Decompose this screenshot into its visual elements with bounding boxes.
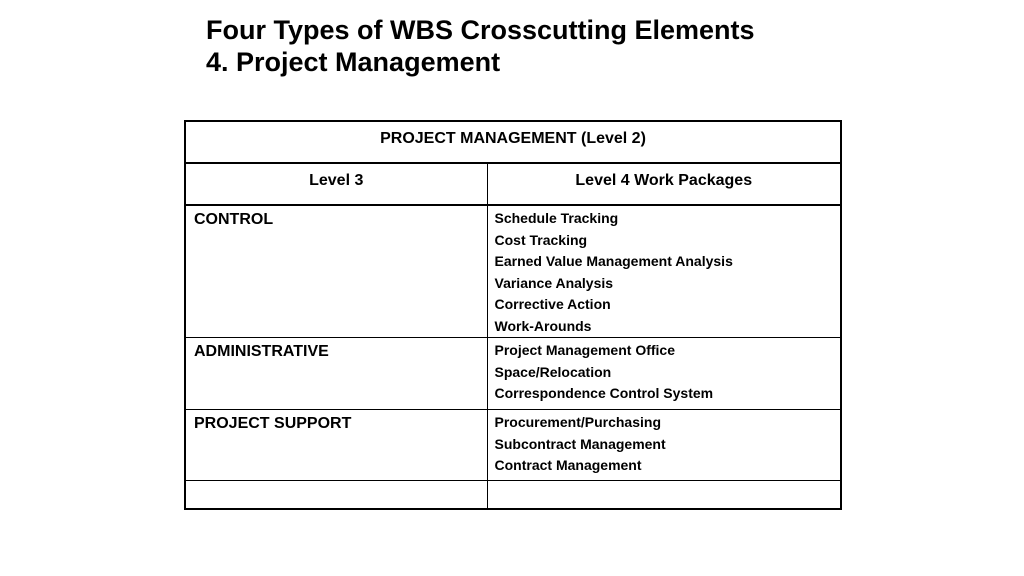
work-package: Project Management Office bbox=[494, 342, 675, 358]
packages-cell bbox=[487, 338, 841, 410]
column-header-level3: Level 3 bbox=[185, 163, 487, 205]
slide-title bbox=[206, 14, 755, 78]
column-header-level4: Level 4 Work Packages bbox=[487, 163, 841, 205]
table-row bbox=[185, 205, 841, 338]
work-package: Work-Arounds bbox=[494, 317, 592, 334]
packages-cell bbox=[487, 205, 841, 338]
level3-cell: PROJECT SUPPORT bbox=[185, 410, 487, 481]
table-header-row bbox=[185, 121, 841, 163]
empty-cell bbox=[487, 481, 841, 509]
empty-cell bbox=[185, 481, 487, 509]
work-package: Procurement/Purchasing bbox=[494, 414, 661, 430]
table-row bbox=[185, 410, 841, 481]
wbs-table bbox=[184, 120, 842, 510]
work-package: Space/Relocation bbox=[494, 363, 612, 380]
work-package: Contract Management bbox=[494, 457, 642, 473]
work-package: Schedule Tracking bbox=[494, 210, 619, 226]
title-line-1: Four Types of WBS Crosscutting Elements bbox=[206, 15, 755, 45]
table-header-cell: PROJECT MANAGEMENT (Level 2) bbox=[185, 121, 841, 163]
work-package: Earned Value Management Analysis bbox=[494, 253, 733, 269]
empty-table-row bbox=[185, 481, 841, 509]
column-header-row bbox=[185, 163, 841, 205]
work-package: Variance Analysis bbox=[494, 274, 614, 291]
table-row bbox=[185, 338, 841, 410]
level3-cell: CONTROL bbox=[185, 205, 487, 338]
work-package: Correspondence Control System bbox=[494, 385, 714, 401]
work-package: Cost Tracking bbox=[494, 231, 588, 248]
level3-cell: ADMINISTRATIVE bbox=[185, 338, 487, 410]
packages-cell bbox=[487, 410, 841, 481]
title-line-2: 4. Project Management bbox=[206, 47, 501, 77]
work-package: Corrective Action bbox=[494, 296, 611, 312]
work-package: Subcontract Management bbox=[494, 435, 666, 452]
